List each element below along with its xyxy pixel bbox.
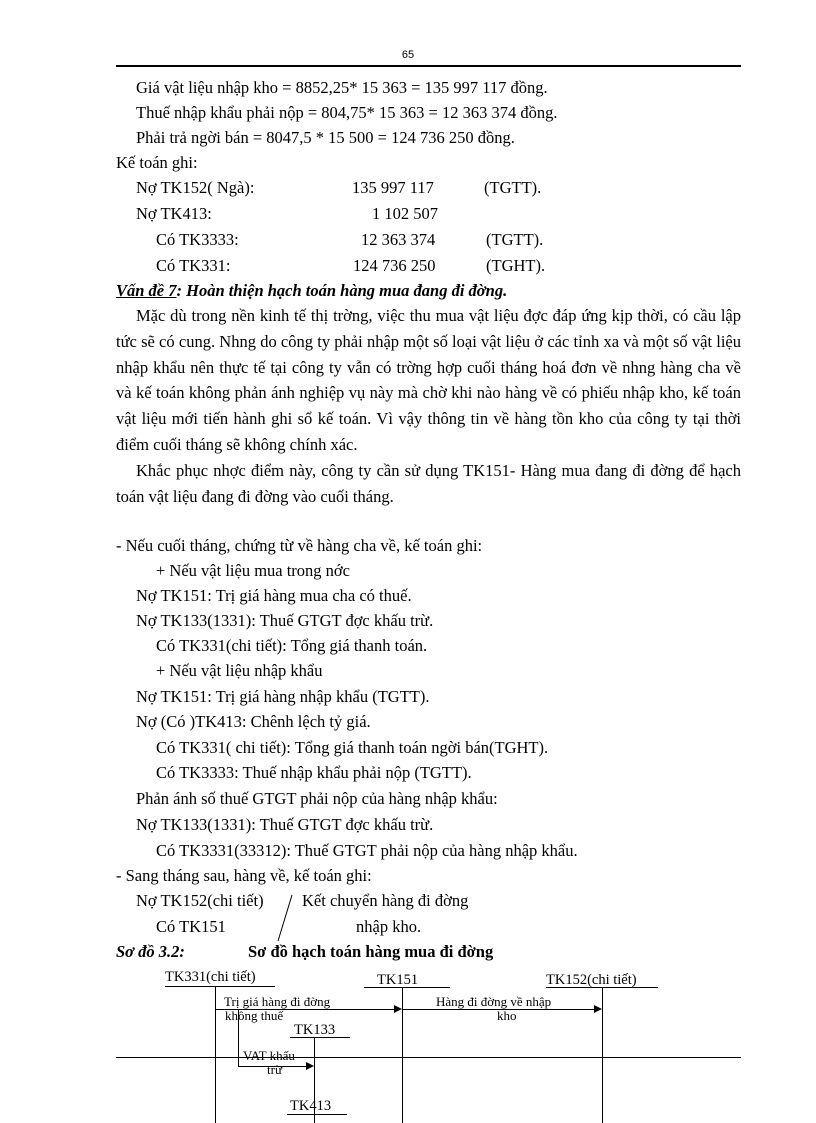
paragraph: Khắc phục nhợc điểm này, công ty cần sử dụng TK151- Hàng mua đang đi đờng để hạch toán vật liệu đang đi đờng vào cuối tháng. bbox=[116, 460, 741, 506]
rule-line: Nợ TK133(1331): Thuế GTGT đợc khấu trừ. bbox=[136, 611, 434, 630]
arrow-head-icon bbox=[306, 1062, 314, 1070]
rule-line: Kết chuyển hàng đi đờng bbox=[302, 891, 469, 910]
account-underline bbox=[364, 987, 450, 988]
header-rule bbox=[116, 65, 741, 67]
rule-line: Có TK3331(33312): Thuế GTGT phải nộp của hàng nhập khẩu. bbox=[156, 841, 578, 860]
footer-rule bbox=[116, 1057, 741, 1058]
entry-note: (TGTT). bbox=[486, 230, 544, 249]
account-underline bbox=[165, 986, 275, 987]
account-label: TK151 bbox=[377, 972, 419, 988]
paragraph: Mặc dù trong nền kinh tế thị trờng, việc thu mua vật liệu đợc đáp ứng kịp thời, có cầu lập tức sẽ có cung. Nhng do công ty phải nhập một số loại vật liệu ở các tỉnh xa và một số vật liệu nhập khẩu nên thực tế tại công ty vẫn có trờng hợp cuối tháng hoá đơn về nhng hàng cha về và kế toán không phản ánh nghiệp vụ này mà chờ khi nào hàng về có phiếu nhập kho, kế toán vật liệu mới tiến hành ghi sổ kế toán. Vì vậy thông tin về hàng tồn kho của công ty tại thời điểm cuối tháng sẽ không chính xác. bbox=[116, 306, 741, 454]
entry-note: (TGHT). bbox=[486, 256, 546, 275]
rule-line: nhập kho. bbox=[356, 917, 422, 936]
account-label: TK133 bbox=[294, 1022, 336, 1038]
calc-line-import-tax: Thuế nhập khẩu phải nộp = 804,75* 15 363 = 12 363 374 đồng. bbox=[136, 103, 558, 122]
entry-note: (TGTT). bbox=[484, 178, 542, 197]
rule-line: - Sang tháng sau, hàng về, kế toán ghi: bbox=[116, 866, 372, 885]
account-axis bbox=[602, 987, 603, 1123]
rule-line: Có TK331(chi tiết): Tổng giá thanh toán. bbox=[156, 636, 428, 655]
entry-amount: 124 736 250 bbox=[353, 256, 436, 275]
flow-label: kho bbox=[497, 1008, 517, 1023]
flow-label: trừ bbox=[267, 1062, 282, 1077]
rule-line: + Nếu vật liệu nhập khẩu bbox=[156, 661, 323, 680]
account-underline bbox=[287, 1114, 347, 1115]
rule-line: - Nếu cuối tháng, chứng từ về hàng cha về, kế toán ghi: bbox=[116, 536, 483, 555]
entry-account: Có TK3333: bbox=[156, 230, 239, 249]
rule-line: Nợ TK152(chi tiết) bbox=[136, 891, 264, 910]
diagram-label: Sơ đồ 3.2: bbox=[116, 942, 185, 961]
flow-arrow-line bbox=[238, 1009, 239, 1067]
account-axis bbox=[215, 986, 216, 1123]
entries-title: Kế toán ghi: bbox=[116, 153, 198, 172]
rule-line: Nợ TK151: Trị giá hàng mua cha có thuế. bbox=[136, 586, 412, 605]
account-axis bbox=[402, 987, 403, 1123]
body-paragraphs bbox=[116, 303, 741, 509]
diagram-title: Sơ đồ hạch toán hàng mua đi đờng bbox=[248, 942, 494, 961]
rule-line: + Nếu vật liệu mua trong nớc bbox=[156, 561, 350, 580]
rule-line: Có TK151 bbox=[156, 917, 226, 936]
account-label: TK152(chi tiết) bbox=[546, 972, 637, 988]
flow-label: VAT khấu bbox=[243, 1048, 295, 1063]
account-label: TK331(chi tiết) bbox=[165, 969, 256, 985]
entry-amount: 1 102 507 bbox=[372, 204, 438, 223]
rule-line: Có TK3333: Thuế nhập khẩu phải nộp (TGTT). bbox=[156, 763, 472, 782]
rule-line: Có TK331( chi tiết): Tổng giá thanh toán ngời bán(TGHT). bbox=[156, 738, 549, 757]
arrow-head-icon bbox=[594, 1005, 602, 1013]
section-heading-label: Vấn đề 7 bbox=[116, 281, 177, 300]
entry-amount: 135 997 117 bbox=[352, 178, 434, 197]
calc-line-payable-seller: Phải trả ngời bán = 8047,5 * 15 500 = 124 736 250 đồng. bbox=[136, 128, 515, 147]
entry-account: Nợ TK413: bbox=[136, 204, 212, 223]
entry-account: Nợ TK152( Ngà): bbox=[136, 178, 255, 197]
page-number: 65 bbox=[401, 49, 415, 61]
account-label: TK413 bbox=[290, 1098, 332, 1114]
rule-line: Nợ TK151: Trị giá hàng nhập khẩu (TGTT). bbox=[136, 687, 430, 706]
account-underline bbox=[290, 1037, 350, 1038]
entry-account: Có TK331: bbox=[156, 256, 231, 275]
arrow-head-icon bbox=[394, 1005, 402, 1013]
flow-label: Trị giá hàng đi đờng bbox=[224, 994, 331, 1009]
rule-line: Nợ TK133(1331): Thuế GTGT đợc khấu trừ. bbox=[136, 815, 434, 834]
flow-label: không thuế bbox=[225, 1008, 284, 1023]
rule-line: Phản ánh số thuế GTGT phải nộp của hàng nhập khẩu: bbox=[136, 789, 498, 808]
flow-label: Hàng đi đờng về nhập bbox=[436, 994, 552, 1009]
calc-line-material-price: Giá vật liệu nhập kho = 8852,25* 15 363 = 135 997 117 đồng. bbox=[136, 78, 548, 97]
entry-amount: 12 363 374 bbox=[361, 230, 436, 249]
flow-arrow-line bbox=[215, 1009, 394, 1010]
section-heading-title: : Hoàn thiện hạch toán hàng mua đang đi đờng. bbox=[176, 281, 508, 300]
flow-arrow-line bbox=[238, 1066, 307, 1067]
rule-line: Nợ (Có )TK413: Chênh lệch tỷ giá. bbox=[136, 712, 371, 731]
flow-arrow-line bbox=[402, 1009, 594, 1010]
section-heading bbox=[116, 281, 507, 301]
